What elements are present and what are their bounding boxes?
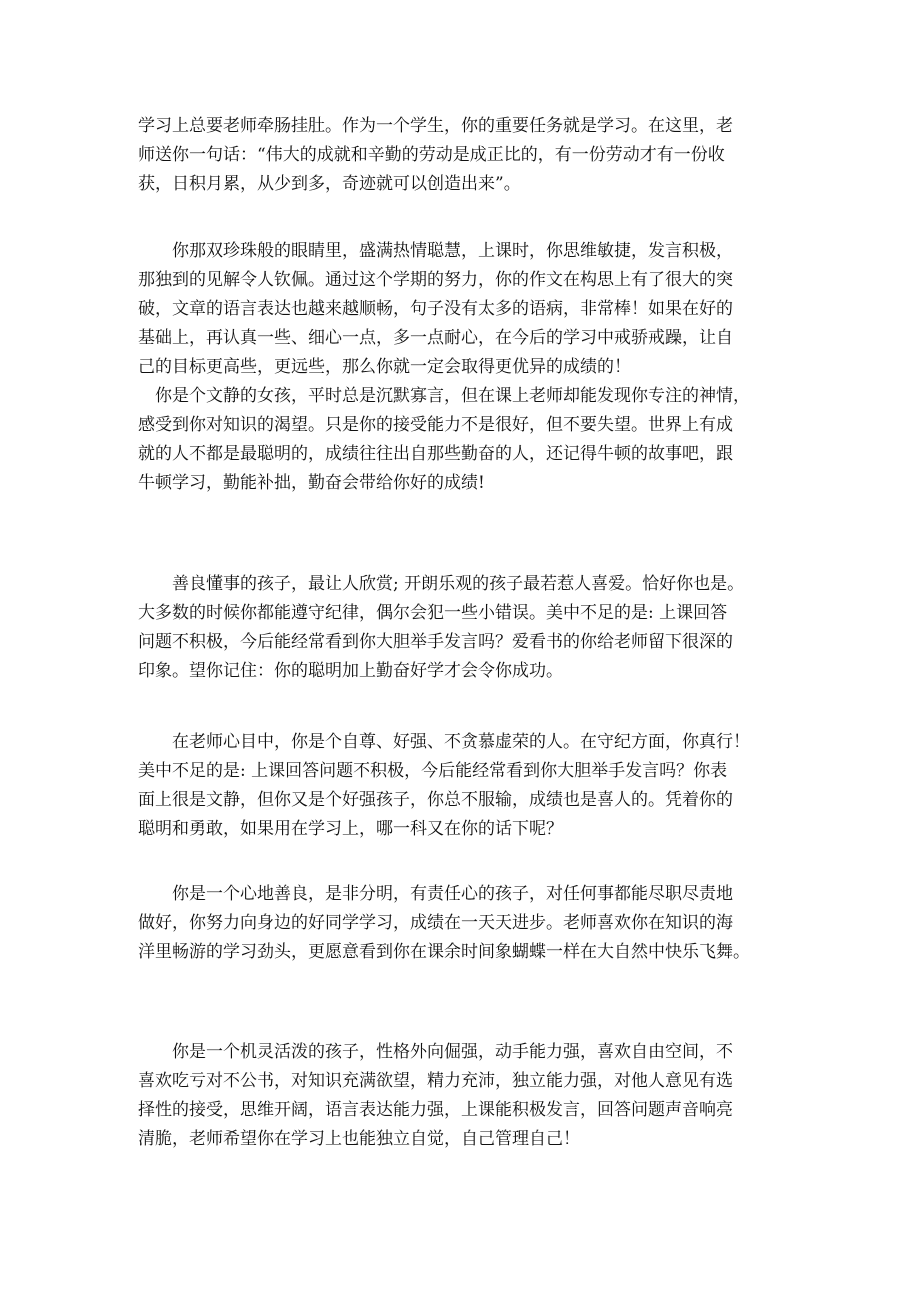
text-line: 问题不积极，今后能经常看到你大胆举手发言吗？爱看书的你给老师留下很深的 — [138, 632, 733, 652]
text-line: 获，日积月累，从少到多，奇迹就可以创造出来”。 — [138, 174, 521, 194]
text-line: 洋里畅游的学习劲头，更愿意看到你在课余时间象蝴蝶一样在大自然中快乐飞舞。 — [138, 942, 750, 962]
paragraph-5 — [138, 728, 798, 844]
paragraph-2 — [138, 237, 798, 382]
text-line: 学习上总要老师牵肠挂肚。作为一个学生，你的重要任务就是学习。在这里，老 — [138, 116, 733, 136]
text-line: 聪明和勇敢，如果用在学习上，哪一科又在你的话下呢？ — [138, 819, 563, 839]
text-line: 师送你一句话：“伟大的成就和辛勤的劳动是成正比的，有一份劳动才有一份收 — [138, 145, 725, 165]
paragraph-7 — [138, 1038, 798, 1154]
text-line: 美中不足的是: 上课回答问题不积极，今后能经常看到你大胆举手发言吗？你表 — [138, 761, 728, 781]
text-line: 你是一个心地善良，是非分明，有责任心的孩子，对任何事都能尽职尽责地 — [138, 884, 733, 904]
text-line: 面上很是文静，但你又是个好强孩子，你总不服输，成绩也是喜人的。凭着你的 — [138, 790, 733, 810]
text-line: 你是一个机灵活泼的孩子，性格外向倔强，动手能力强，喜欢自由空间，不 — [138, 1042, 733, 1062]
paragraph-1 — [138, 112, 798, 199]
text-line: 那独到的见解令人钦佩。通过这个学期的努力，你的作文在构思上有了很大的突 — [138, 270, 733, 290]
text-line: 破，文章的语言表达也越来越顺畅，句子没有太多的语病，非常棒！如果在好的 — [138, 299, 733, 319]
text-line: 清脆，老师希望你在学习上也能独立自觉，自己管理自己！ — [138, 1129, 580, 1149]
text-line: 己的目标更高些，更远些，那么你就一定会取得更优异的成绩的！ — [138, 357, 631, 377]
text-line: 印象。望你记住：你的聪明加上勤奋好学才会令你成功。 — [138, 661, 563, 681]
text-line: 做好，你努力向身边的好同学学习，成绩在一天天进步。老师喜欢你在知识的海 — [138, 913, 733, 933]
paragraph-3 — [138, 382, 798, 498]
text-line: 你是个文静的女孩，平时总是沉默寡言，但在课上老师却能发现你专注的神情， — [138, 386, 750, 406]
text-line: 牛顿学习，勤能补拙，勤奋会带给你好的成绩! — [138, 473, 485, 493]
paragraph-6 — [138, 880, 798, 967]
text-line: 善良懂事的孩子，最让人欣赏; 开朗乐观的孩子最若惹人喜爱。恰好你也是。 — [138, 574, 745, 594]
text-line: 喜欢吃亏对不公书，对知识充满欲望，精力充沛，独立能力强，对他人意见有选 — [138, 1071, 733, 1091]
text-line: 择性的接受，思维开阔，语言表达能力强，上课能积极发言，回答问题声音响亮 — [138, 1100, 733, 1120]
text-line: 就的人不都是最聪明的，成绩往往出自那些勤奋的人，还记得牛顿的故事吧，跟 — [138, 444, 733, 464]
paragraph-4 — [138, 570, 798, 686]
text-line: 大多数的时候你都能遵守纪律，偶尔会犯一些小错误。美中不足的是: 上课回答 — [138, 603, 728, 623]
text-line: 基础上，再认真一些、细心一点，多一点耐心，在今后的学习中戒骄戒躁，让自 — [138, 328, 733, 348]
text-line: 在老师心目中，你是个自尊、好强、不贪慕虚荣的人。在守纪方面，你真行！ — [138, 732, 750, 752]
text-line: 你那双珍珠般的眼睛里，盛满热情聪慧，上课时，你思维敏捷，发言积极， — [138, 241, 733, 261]
text-line: 感受到你对知识的渴望。只是你的接受能力不是很好，但不要失望。世界上有成 — [138, 415, 733, 435]
